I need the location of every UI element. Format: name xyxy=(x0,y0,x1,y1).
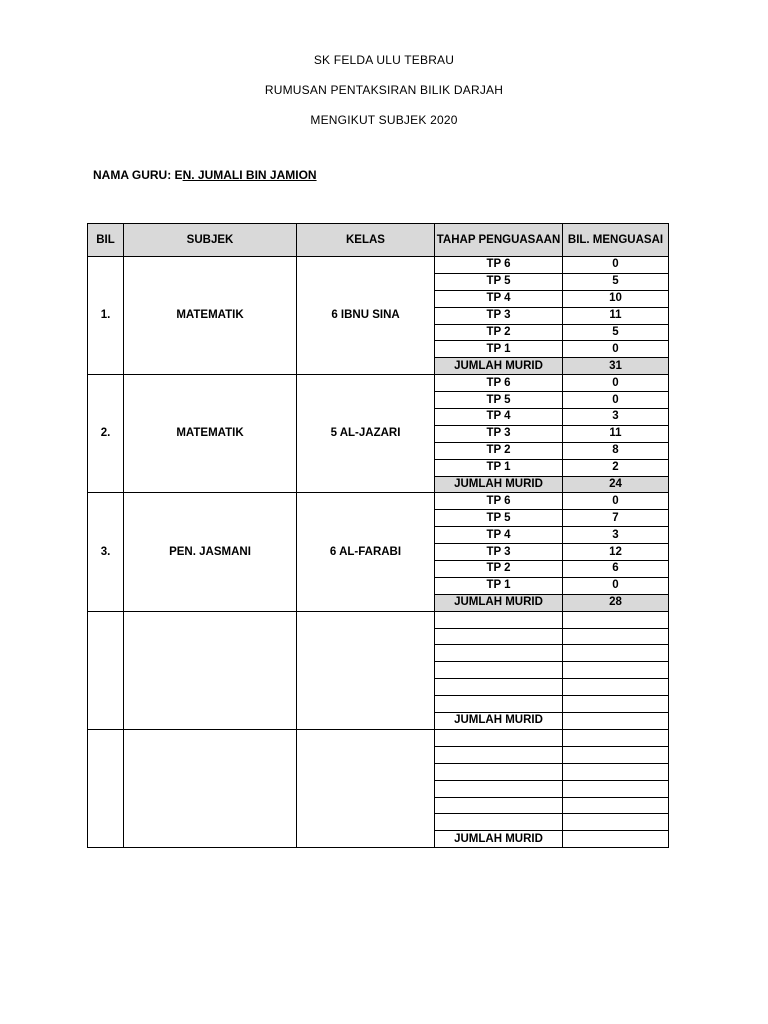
tahap-cell: TP 1 xyxy=(435,577,563,594)
tahap-cell xyxy=(435,645,563,662)
total-label: JUMLAH MURID xyxy=(435,476,563,493)
tahap-cell: TP 3 xyxy=(435,425,563,442)
document-subtitle: MENGIKUT SUBJEK 2020 xyxy=(310,113,458,127)
count-cell: 12 xyxy=(563,544,669,561)
count-cell xyxy=(563,797,669,814)
tahap-cell xyxy=(435,696,563,713)
count-cell xyxy=(563,628,669,645)
col-header-subjek: SUBJEK xyxy=(124,224,297,257)
total-label: JUMLAH MURID xyxy=(435,594,563,611)
count-cell: 0 xyxy=(563,577,669,594)
group-kelas: 6 IBNU SINA xyxy=(297,257,435,375)
tahap-cell: TP 1 xyxy=(435,341,563,358)
tahap-cell xyxy=(435,729,563,746)
teacher-name-prefix: E xyxy=(174,168,183,182)
count-cell: 5 xyxy=(563,324,669,341)
total-value xyxy=(563,831,669,848)
group-subjek: MATEMATIK xyxy=(124,257,297,375)
count-cell: 10 xyxy=(563,290,669,307)
tahap-cell xyxy=(435,814,563,831)
group-kelas xyxy=(297,729,435,847)
tahap-cell: TP 2 xyxy=(435,561,563,578)
count-cell: 3 xyxy=(563,409,669,426)
tahap-cell: TP 6 xyxy=(435,493,563,510)
count-cell: 5 xyxy=(563,273,669,290)
table-row xyxy=(88,257,669,274)
col-header-tahap: TAHAP PENGUASAAN xyxy=(435,224,563,257)
tahap-cell: TP 1 xyxy=(435,459,563,476)
group-subjek: MATEMATIK xyxy=(124,375,297,493)
group-subjek: PEN. JASMANI xyxy=(124,493,297,611)
count-cell xyxy=(563,662,669,679)
tahap-cell: TP 5 xyxy=(435,510,563,527)
count-cell: 0 xyxy=(563,392,669,409)
table-row xyxy=(88,611,669,628)
count-cell: 0 xyxy=(563,493,669,510)
tahap-cell: TP 6 xyxy=(435,375,563,392)
table-header-row xyxy=(88,224,669,257)
document-title: RUMUSAN PENTAKSIRAN BILIK DARJAH xyxy=(264,83,504,97)
teacher-name: N. JUMALI BIN JAMION xyxy=(182,168,317,182)
table-body xyxy=(88,257,669,848)
count-cell: 2 xyxy=(563,459,669,476)
group-subjek xyxy=(124,729,297,847)
count-cell xyxy=(563,729,669,746)
count-cell: 0 xyxy=(563,375,669,392)
table-row xyxy=(88,493,669,510)
tahap-cell: TP 3 xyxy=(435,544,563,561)
tahap-cell xyxy=(435,797,563,814)
assessment-table xyxy=(87,223,669,848)
total-value: 24 xyxy=(563,476,669,493)
tahap-cell: TP 6 xyxy=(435,257,563,274)
count-cell: 6 xyxy=(563,561,669,578)
total-label: JUMLAH MURID xyxy=(435,358,563,375)
tahap-cell: TP 5 xyxy=(435,392,563,409)
tahap-cell xyxy=(435,662,563,679)
count-cell: 8 xyxy=(563,442,669,459)
tahap-cell xyxy=(435,628,563,645)
count-cell xyxy=(563,679,669,696)
count-cell: 11 xyxy=(563,307,669,324)
total-label: JUMLAH MURID xyxy=(435,831,563,848)
group-bil: 1. xyxy=(88,257,124,375)
tahap-cell xyxy=(435,763,563,780)
teacher-line xyxy=(93,168,317,182)
count-cell: 11 xyxy=(563,425,669,442)
count-cell xyxy=(563,780,669,797)
group-kelas: 5 AL-JAZARI xyxy=(297,375,435,493)
count-cell xyxy=(563,814,669,831)
count-cell: 3 xyxy=(563,527,669,544)
count-cell: 0 xyxy=(563,257,669,274)
count-cell: 7 xyxy=(563,510,669,527)
tahap-cell: TP 4 xyxy=(435,290,563,307)
tahap-cell xyxy=(435,780,563,797)
table-row xyxy=(88,729,669,746)
group-bil: 3. xyxy=(88,493,124,611)
count-cell xyxy=(563,746,669,763)
school-name: SK FELDA ULU TEBRAU xyxy=(313,53,455,67)
tahap-cell: TP 2 xyxy=(435,442,563,459)
col-header-bil: BIL xyxy=(88,224,124,257)
tahap-cell: TP 3 xyxy=(435,307,563,324)
col-header-kelas: KELAS xyxy=(297,224,435,257)
count-cell xyxy=(563,763,669,780)
count-cell: 0 xyxy=(563,341,669,358)
group-kelas xyxy=(297,611,435,729)
total-value: 31 xyxy=(563,358,669,375)
tahap-cell xyxy=(435,611,563,628)
tahap-cell: TP 5 xyxy=(435,273,563,290)
group-bil xyxy=(88,611,124,729)
tahap-cell: TP 4 xyxy=(435,409,563,426)
count-cell xyxy=(563,696,669,713)
tahap-cell: TP 4 xyxy=(435,527,563,544)
count-cell xyxy=(563,611,669,628)
total-value: 28 xyxy=(563,594,669,611)
group-kelas: 6 AL-FARABI xyxy=(297,493,435,611)
tahap-cell xyxy=(435,679,563,696)
tahap-cell xyxy=(435,746,563,763)
total-value xyxy=(563,713,669,730)
teacher-label: NAMA GURU: xyxy=(93,168,175,182)
tahap-cell: TP 2 xyxy=(435,324,563,341)
col-header-bilangan: BIL. MENGUASAI xyxy=(563,224,669,257)
group-bil xyxy=(88,729,124,847)
total-label: JUMLAH MURID xyxy=(435,713,563,730)
group-bil: 2. xyxy=(88,375,124,493)
table-row xyxy=(88,375,669,392)
group-subjek xyxy=(124,611,297,729)
count-cell xyxy=(563,645,669,662)
